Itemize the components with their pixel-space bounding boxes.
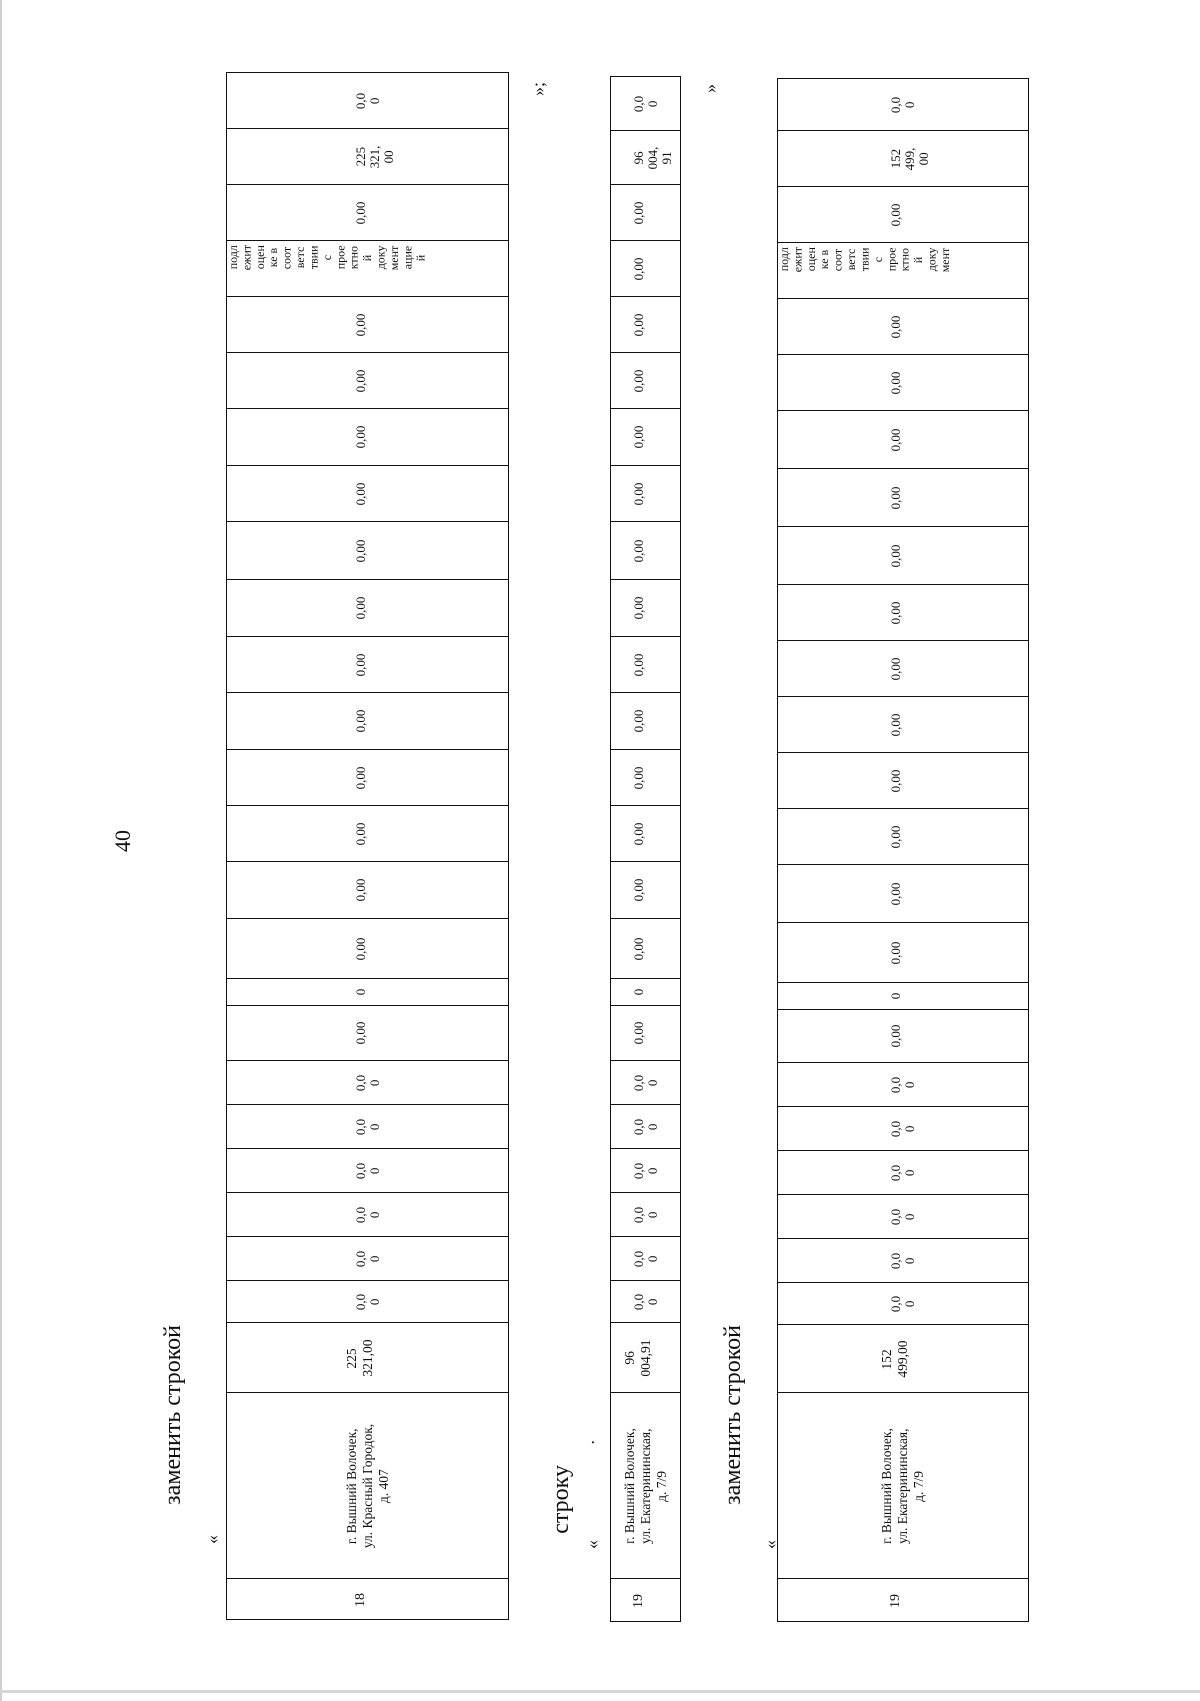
cell-value: 0,00 — [888, 601, 903, 624]
cell-total: 225 321,00 — [343, 1338, 375, 1377]
table-row-band — [227, 185, 508, 241]
cell-value: 0,00 — [352, 1021, 368, 1045]
table-row-band — [227, 1149, 508, 1193]
cell-small-value: 0,0 0 — [630, 1206, 660, 1223]
cell-count: 0 — [352, 988, 368, 996]
table-row-band — [227, 1579, 508, 1621]
table-row-band — [227, 466, 508, 522]
cell-value: 0,00 — [630, 313, 646, 336]
cell-value: 0,00 — [630, 369, 646, 392]
cell-small-value: 0,0 0 — [888, 1120, 917, 1137]
cell-value: 0,00 — [888, 713, 903, 736]
table-row-band — [611, 522, 680, 580]
replace-label-2: заменить строкой — [720, 1325, 746, 1505]
table-row-band — [778, 753, 1028, 809]
original-table-row-19 — [610, 76, 681, 1622]
cell-row-number: 19 — [630, 1594, 646, 1608]
table-row-band — [227, 522, 508, 580]
table-row-band — [227, 637, 508, 693]
table-row-band — [611, 580, 680, 637]
cell-value: 0,00 — [352, 425, 368, 449]
cell-value: 0,00 — [888, 486, 903, 509]
cell-value: 0,00 — [888, 371, 903, 394]
table-row-band — [778, 1151, 1028, 1195]
line-label: строку — [548, 1465, 574, 1534]
cell-value: 0,00 — [888, 428, 903, 451]
cell-value: 0,00 — [352, 596, 368, 620]
table-row-band — [778, 243, 1028, 299]
table-row-band — [227, 73, 508, 129]
quote-open-2: « — [582, 1540, 602, 1549]
table-row-band — [227, 580, 508, 637]
table-row-band — [778, 131, 1028, 187]
cell-value: 0,00 — [352, 482, 368, 505]
cell-zero: 0,00 — [630, 201, 646, 224]
cell-count: 0 — [630, 988, 646, 996]
cell-address: г. Вышний Волочек, ул. Екатерининская, д. 7/9 — [879, 1427, 926, 1544]
table-row-band — [778, 697, 1028, 753]
cell-note: 0,00 — [630, 257, 646, 280]
table-row-band — [611, 979, 680, 1006]
table-row-band — [227, 1237, 508, 1281]
quote-open-1: « — [202, 1535, 222, 1544]
table-row-band — [227, 919, 508, 979]
table-row-band — [227, 129, 508, 185]
cell-last: 0,0 0 — [352, 92, 382, 109]
cell-address: г. Вышний Волочек, ул. Красный Городок, д. 407 — [343, 1423, 391, 1548]
table-row-band — [227, 241, 508, 297]
cell-value: 0,00 — [888, 315, 903, 338]
table-row-band — [611, 1323, 680, 1393]
table-row-band — [778, 1063, 1028, 1107]
replacement-table-row-18 — [226, 72, 509, 1620]
cell-small-value: 0,0 0 — [352, 1118, 382, 1135]
cell-value: 0,00 — [888, 544, 903, 567]
cell-amount: 152 499, 00 — [888, 147, 931, 170]
table-row-band — [611, 185, 680, 241]
cell-value: 0,00 — [352, 878, 368, 902]
table-row-band — [611, 241, 680, 297]
table-row-band — [227, 1193, 508, 1237]
table-row-band — [227, 409, 508, 466]
cell-value: 0,00 — [352, 822, 368, 845]
cell-amount: 96 004, 91 — [630, 146, 674, 169]
cell-row-number: 19 — [888, 1594, 903, 1608]
cell-value: 0,00 — [352, 709, 368, 733]
table-row-band — [778, 1393, 1028, 1579]
closing-quote-1: »; — [528, 82, 548, 97]
cell-value: 0,00 — [888, 1024, 903, 1048]
table-row-band — [227, 979, 508, 1006]
cell-zero: 0,00 — [888, 203, 903, 226]
dot-mark: . — [578, 1440, 598, 1445]
table-row-band — [778, 1239, 1028, 1283]
table-row-band — [611, 693, 680, 750]
cell-value: 0,00 — [630, 766, 646, 789]
table-row-band — [227, 693, 508, 750]
table-row-band — [778, 983, 1028, 1010]
cell-small-value: 0,0 0 — [630, 1250, 660, 1267]
table-row-band — [778, 1579, 1028, 1623]
cell-last: 0,0 0 — [630, 95, 660, 112]
cell-amount: 225 321, 00 — [352, 145, 396, 168]
cell-value: 0,00 — [630, 878, 646, 902]
table-row-band — [778, 1195, 1028, 1239]
cell-small-value: 0,0 0 — [888, 1252, 917, 1269]
cell-small-value: 0,0 0 — [352, 1162, 382, 1179]
replace-label-1: заменить строкой — [160, 1325, 186, 1505]
table-row-band — [611, 750, 680, 806]
cell-total: 152 499,00 — [879, 1339, 910, 1378]
cell-address: г. Вышний Волочек, ул. Екатерининская, д. 7/9 — [621, 1427, 669, 1544]
cell-small-value: 0,0 0 — [630, 1074, 660, 1091]
table-row-band — [611, 1193, 680, 1237]
cell-total: 96 004,91 — [621, 1338, 653, 1377]
cell-value: 0,00 — [888, 825, 903, 848]
table-row-band — [611, 1149, 680, 1193]
cell-value: 0,00 — [352, 313, 368, 336]
table-row-band — [227, 1393, 508, 1579]
table-row-band — [778, 187, 1028, 243]
table-row-band — [611, 77, 680, 131]
table-row-band — [778, 411, 1028, 469]
table-row-band — [227, 1323, 508, 1393]
cell-value: 0,00 — [630, 653, 646, 676]
table-row-band — [611, 1006, 680, 1061]
cell-value: 0,00 — [630, 425, 646, 449]
cell-value: 0,00 — [352, 766, 368, 789]
table-row-band — [227, 862, 508, 919]
cell-value: 0,00 — [888, 882, 903, 905]
scan-edge-bottom — [0, 1690, 1200, 1693]
cell-small-value: 0,0 0 — [630, 1118, 660, 1135]
table-row-band — [611, 1061, 680, 1105]
table-row-band — [611, 1105, 680, 1149]
table-row-band — [778, 355, 1028, 411]
cell-value: 0,00 — [352, 653, 368, 676]
table-row-band — [778, 641, 1028, 697]
table-row-band — [227, 1281, 508, 1323]
page-number: 40 — [110, 830, 135, 852]
table-row-band — [778, 1107, 1028, 1151]
table-row-band — [227, 750, 508, 806]
table-row-band — [611, 353, 680, 409]
cell-value: 0,00 — [888, 657, 903, 680]
table-row-band — [611, 297, 680, 353]
table-row-band — [227, 1061, 508, 1105]
table-row-band — [778, 469, 1028, 527]
cell-small-value: 0,0 0 — [888, 1208, 917, 1225]
quote-open-3: « — [760, 1540, 780, 1549]
table-row-band — [778, 865, 1028, 923]
cell-small-value: 0,0 0 — [352, 1074, 382, 1091]
cell-small-value: 0,0 0 — [888, 1076, 917, 1093]
table-row-band — [611, 862, 680, 919]
cell-small-value: 0,0 0 — [352, 1250, 382, 1267]
table-row-band — [611, 1393, 680, 1579]
cell-value: 0,00 — [888, 769, 903, 792]
table-row-band — [778, 1010, 1028, 1063]
table-row-band — [611, 806, 680, 862]
cell-small-value: 0,0 0 — [352, 1293, 382, 1310]
table-row-band — [778, 1325, 1028, 1393]
table-row-band — [778, 299, 1028, 355]
table-row-band — [227, 1006, 508, 1061]
table-row-band — [227, 1105, 508, 1149]
cell-value: 0,00 — [630, 822, 646, 845]
table-row-band — [227, 353, 508, 409]
table-row-band — [611, 466, 680, 522]
cell-small-value: 0,0 0 — [888, 1295, 917, 1312]
table-row-band — [778, 809, 1028, 865]
table-row-band — [227, 806, 508, 862]
table-row-band — [611, 919, 680, 979]
cell-value: 0,00 — [630, 596, 646, 620]
table-row-band — [611, 637, 680, 693]
table-row-band — [778, 923, 1028, 983]
cell-value: 0,00 — [630, 1021, 646, 1045]
cell-value: 0,00 — [888, 941, 903, 964]
closing-quote-2: » — [700, 84, 720, 93]
cell-zero: 0,00 — [352, 201, 368, 224]
cell-value: 0,00 — [352, 539, 368, 562]
table-row-band — [778, 585, 1028, 641]
cell-value: 0,00 — [630, 937, 646, 960]
cell-row-number: 18 — [352, 1593, 368, 1607]
table-row-band — [611, 131, 680, 185]
cell-value: 0,00 — [352, 937, 368, 960]
cell-count: 0 — [888, 992, 903, 1000]
cell-small-value: 0,0 0 — [630, 1293, 660, 1310]
scan-edge-left — [0, 0, 2, 1701]
table-row-band — [778, 79, 1028, 131]
cell-value: 0,00 — [630, 482, 646, 505]
cell-small-value: 0,0 0 — [888, 1164, 917, 1181]
table-row-band — [611, 409, 680, 466]
table-row-band — [611, 1579, 680, 1623]
cell-value: 0,00 — [630, 709, 646, 733]
cell-note: подл ежит оцен ке в соот ветс твии с прое ктно й доку мент — [777, 247, 952, 273]
cell-small-value: 0,0 0 — [630, 1162, 660, 1179]
table-row-band — [778, 527, 1028, 585]
cell-last: 0,0 0 — [888, 96, 917, 113]
cell-small-value: 0,0 0 — [352, 1206, 382, 1223]
cell-note: подл ежит оцен ке в соот ветс твии с прое ктно й доку мент ацие й — [226, 245, 428, 271]
cell-value: 0,00 — [352, 369, 368, 392]
table-row-band — [611, 1281, 680, 1323]
table-row-band — [778, 1283, 1028, 1325]
replacement-table-row-19 — [777, 78, 1029, 1622]
cell-value: 0,00 — [630, 539, 646, 562]
table-row-band — [611, 1237, 680, 1281]
table-row-band — [227, 297, 508, 353]
